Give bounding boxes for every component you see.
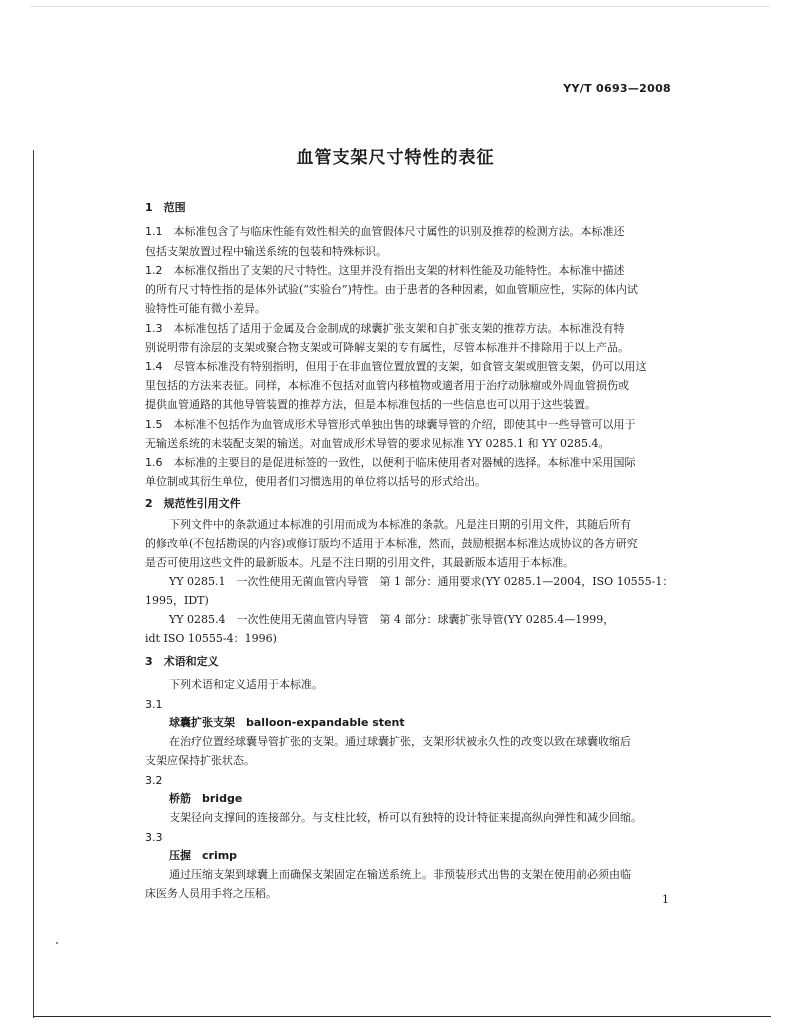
term-title-crimp: 压握 crimp: [169, 849, 238, 862]
term-definition-cont: 床医务人员用手将之压稻。: [145, 887, 277, 900]
term-definition: 在治疗位置经球囊导管扩张的支架。通过球囊扩张，支架形状被永久性的改变以致在球囊收缩后: [169, 735, 631, 748]
references-intro-cont: 是否可使用这些文件的最新版本。凡是不注日期的引用文件，其最新版本适用于本标准。: [145, 556, 574, 569]
term-number: 3.3: [145, 831, 163, 844]
terms-intro: 下列术语和定义适用于本标准。: [169, 678, 323, 691]
clause-1-5: 1.5 本标准不包括作为血管成形术导管形式单独出售的球囊导管的介绍，即使其中一些导管可以用于: [145, 418, 636, 431]
clause-1-2-cont: 验特性可能有微小差异。: [145, 302, 266, 315]
standard-code: YY/T 0693—2008: [563, 82, 671, 95]
section-heading-terms: 3 术语和定义: [145, 655, 219, 668]
scan-edge-left: [33, 150, 34, 1018]
clause-1-2-cont: 的所有尺寸特性指的是体外试验(“实验台”)特性。由于患者的各种因素，如血管顺应性，实际的体内试: [145, 283, 638, 296]
reference-yy-0285-4-cont: idt ISO 10555-4：1996): [145, 632, 277, 645]
clause-1-1-cont: 包括支架放置过程中输送系统的包装和特殊标识。: [145, 245, 387, 258]
references-intro: 下列文件中的条款通过本标准的引用而成为本标准的条款。凡是注日期的引用文件，其随后所有: [169, 518, 631, 531]
term-definition-cont: 支架应保持扩张状态。: [145, 754, 255, 767]
term-number: 3.1: [145, 698, 163, 711]
scan-edge-bottom: [33, 1016, 771, 1017]
document-title: 血管支架尺寸特性的表征: [296, 148, 495, 168]
scan-edge-top: [30, 6, 770, 7]
clause-1-5-cont: 无输送系统的未装配支架的输送。对血管成形术导管的要求见标准 YY 0285.1 和 YY 0285.4。: [145, 437, 610, 450]
section-heading-scope: 1 范围: [145, 201, 186, 214]
term-number: 3.2: [145, 774, 163, 787]
scan-speck: [56, 942, 58, 944]
section-heading-normative-references: 2 规范性引用文件: [145, 497, 241, 510]
term-title-balloon-expandable-stent: 球囊扩张支架 balloon-expandable stent: [169, 716, 405, 729]
clause-1-4-cont: 里包括的方法来表征。同样，本标准不包括对血管内移植物或適者用于治疗动脉瘤或外周血管损伤或: [145, 379, 629, 392]
reference-yy-0285-1-cont: 1995，IDT): [145, 594, 209, 607]
reference-yy-0285-4: YY 0285.4 一次性使用无菌血管内导管 第 4 部分：球囊扩张导管(YY 0285.4—1999，: [169, 613, 615, 626]
term-definition: 通过压缩支架到球囊上而确保支架固定在输送系统上。非预装形式出售的支架在使用前必须由临: [169, 868, 631, 881]
clause-1-6-cont: 单位制或其衍生单位，使用者们习惯选用的单位将以括号的形式给出。: [145, 475, 486, 488]
references-intro-cont: 的修改单(不包括勘误的内容)或修订版均不适用于本标准，然而，鼓励根据本标准达成协议的各方研究: [145, 537, 638, 550]
clause-1-6: 1.6 本标准的主要目的是促进标签的一致性，以便利于临床使用者对器械的选择。本标准中采用国际: [145, 456, 636, 469]
clause-1-3: 1.3 本标准包括了适用于金属及合金制成的球囊扩张支架和自扩张支架的推荐方法。本标准没有特: [145, 322, 625, 335]
clause-1-2: 1.2 本标准仅指出了支架的尺寸特性。这里并没有指出支架的材料性能及功能特性。本标准中描述: [145, 264, 625, 277]
clause-1-3-cont: 别说明带有涂层的支架或聚合物支架或可降解支架的专有属性，尽管本标准并不排除用于以上产品。: [145, 341, 629, 354]
page-number: 1: [662, 893, 669, 906]
clause-1-1: 1.1 本标准包含了与临床性能有效性相关的血管假体尺寸属性的识别及推荐的检测方法。本标准还: [145, 225, 625, 238]
clause-1-4: 1.4 尽管本标准没有特别指明，但用于在非血管位置放置的支架，如食管支架或胆管支架，仍可以用这: [145, 360, 647, 373]
reference-yy-0285-1: YY 0285.1 一次性使用无菌血管内导管 第 1 部分：通用要求(YY 0285.1—2004，ISO 10555-1：: [169, 575, 674, 588]
term-definition: 支架径向支撑间的连接部分。与支柱比较，桥可以有独特的设计特征来提高纵向弹性和减少回缩。: [169, 811, 642, 824]
clause-1-4-cont: 提供血管通路的其他导管装置的推荐方法，但是本标准包括的一些信息也可以用于这些装置。: [145, 398, 596, 411]
term-title-bridge: 桥筋 bridge: [169, 792, 243, 805]
